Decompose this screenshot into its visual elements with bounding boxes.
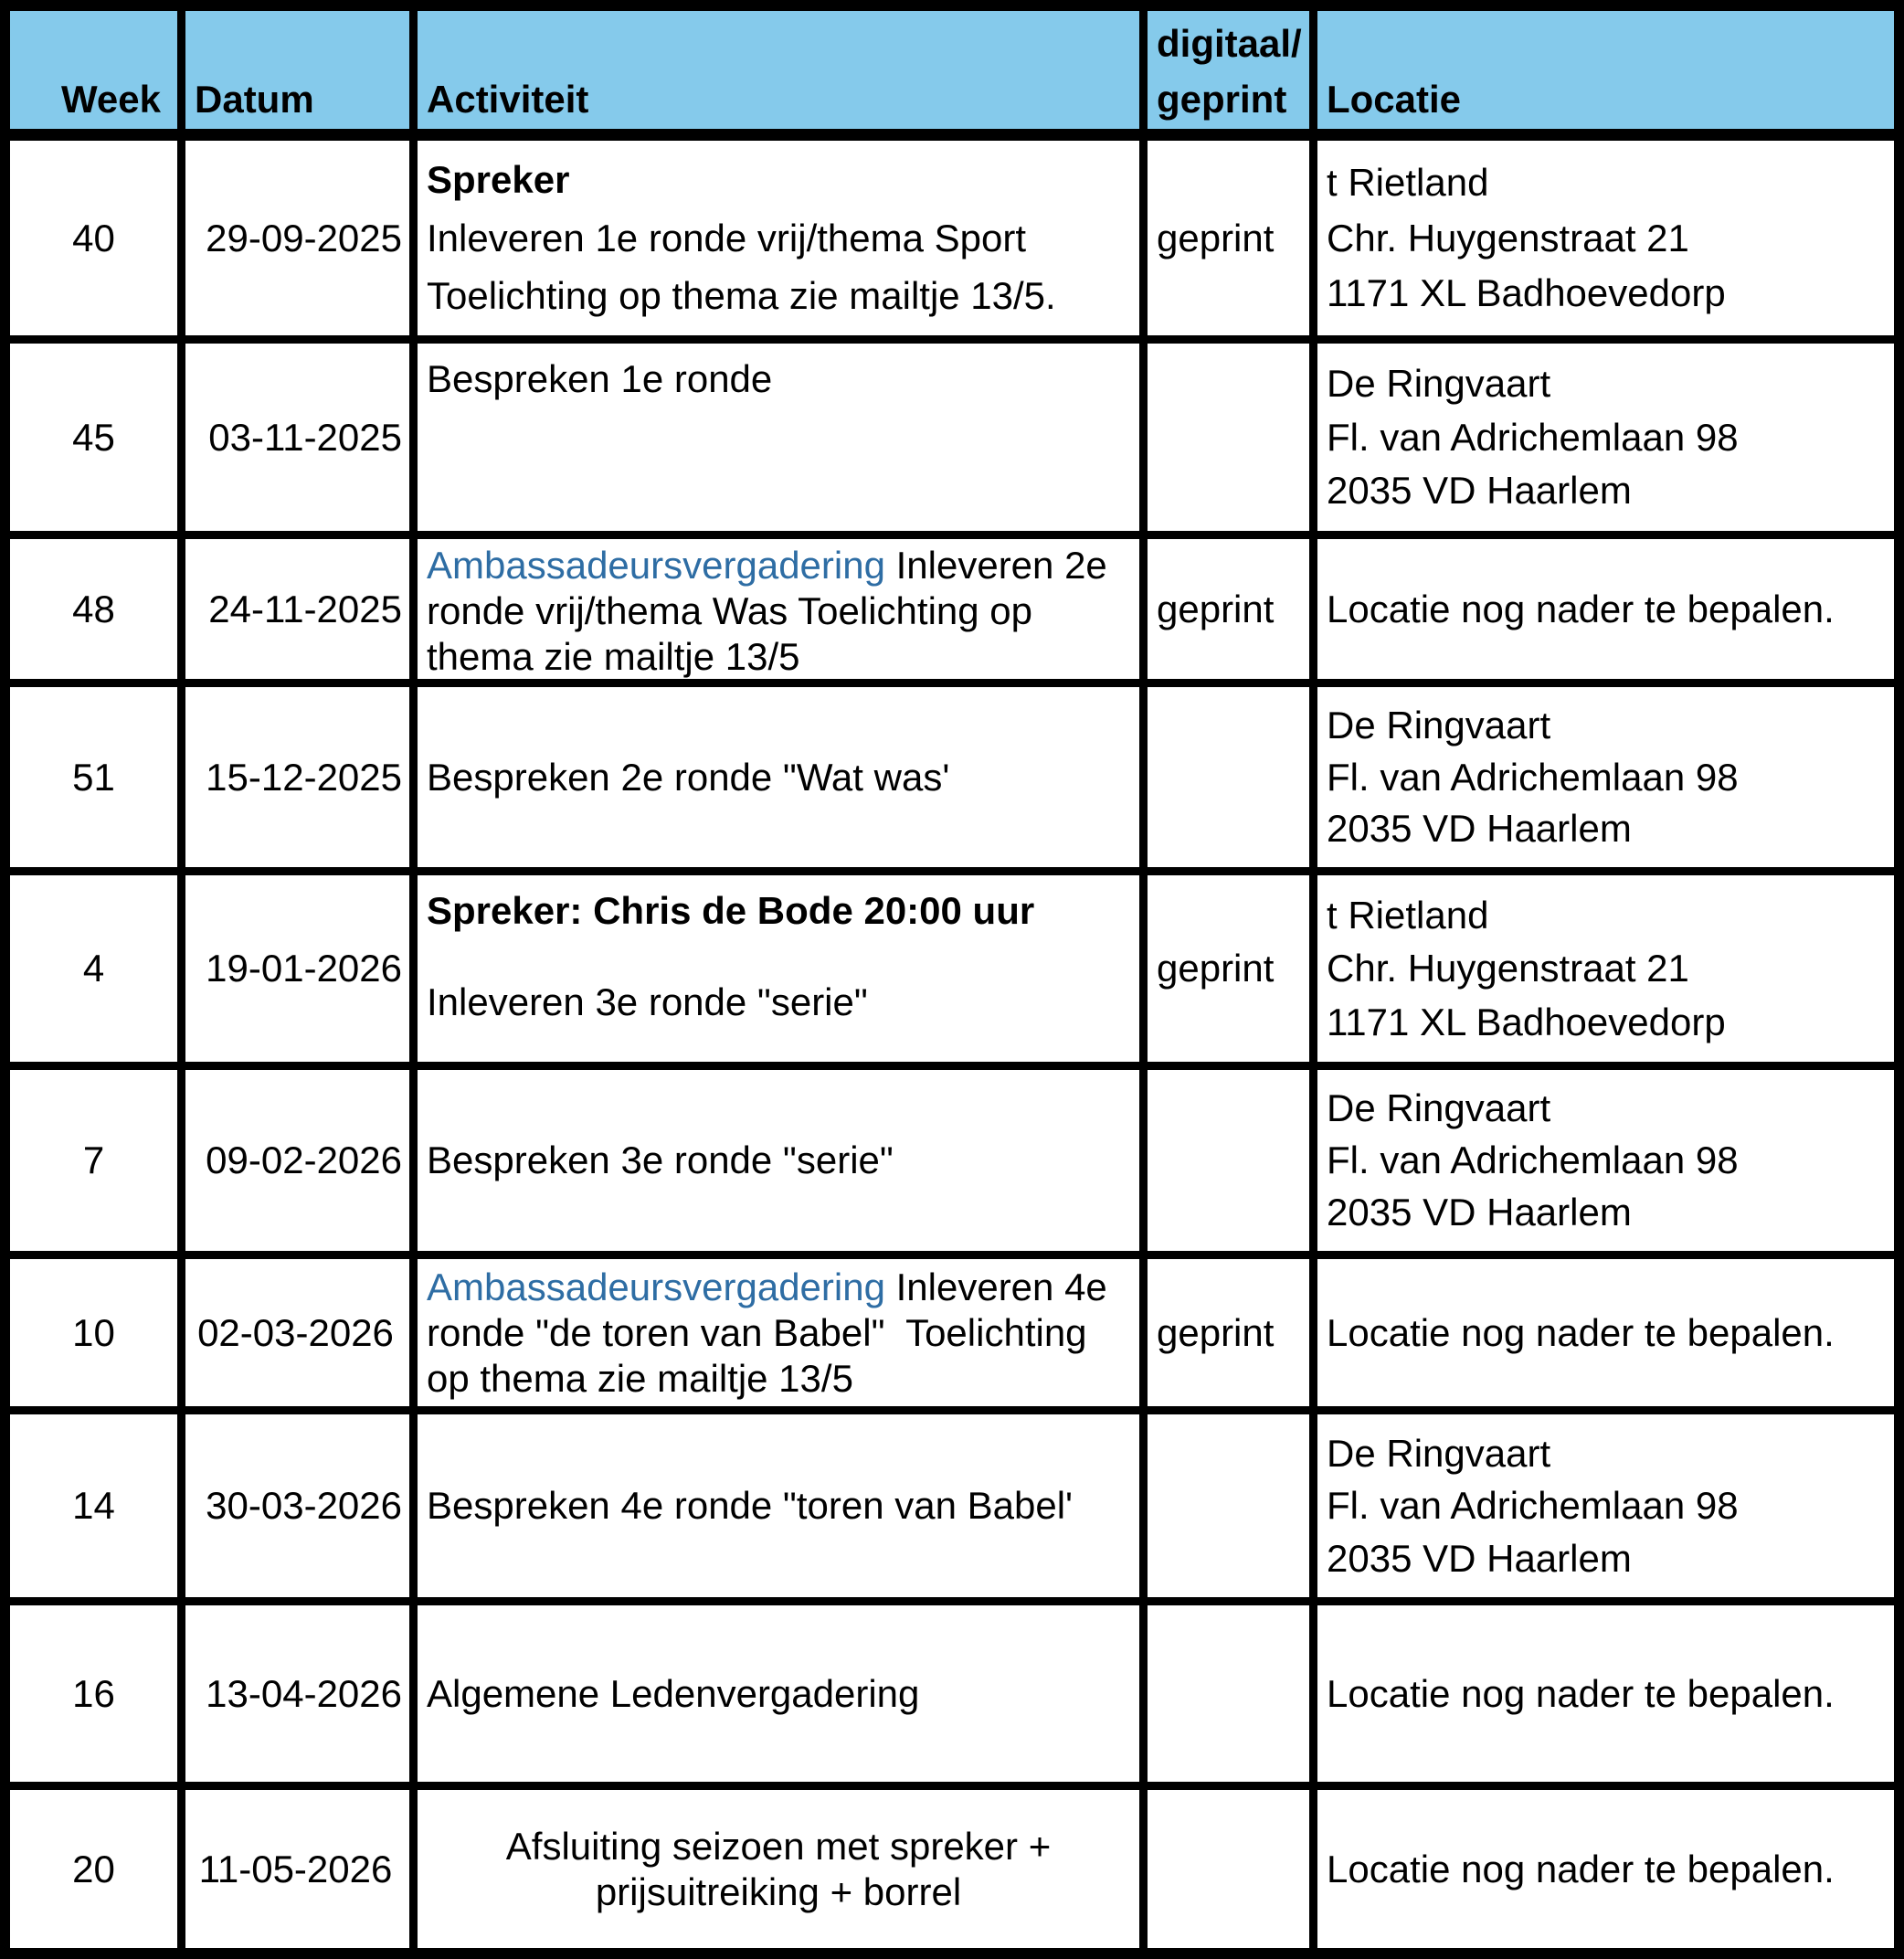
locatie-line: Fl. van Adrichemlaan 98 <box>1327 1484 1739 1527</box>
datum-cell: 13-04-2026 <box>185 1605 409 1782</box>
week-cell: 16 <box>10 1605 177 1782</box>
activiteit-cell <box>418 875 1139 1062</box>
datum-cell: 02-03-2026 <box>185 1259 409 1406</box>
activiteit-line <box>427 1824 1130 1915</box>
locatie-line: Chr. Huygenstraat 21 <box>1327 947 1689 990</box>
activiteit-text: Inleveren 4e ronde "de toren van Babel" Toelichting op thema zie mailtje 13/5 <box>427 1265 1118 1400</box>
header-locatie: Locatie <box>1317 11 1894 132</box>
datum-cell: 11-05-2026 <box>185 1790 409 1948</box>
activiteit-cell <box>418 1414 1139 1597</box>
locatie-line: Fl. van Adrichemlaan 98 <box>1327 415 1739 459</box>
header-digitaal-line1: digitaal/ <box>1157 22 1302 65</box>
locatie-line: Locatie nog nader te bepalen. <box>1327 1671 1835 1715</box>
activiteit-line <box>427 980 1130 1025</box>
digitaal-geprint-cell: geprint <box>1148 1259 1309 1406</box>
digitaal-geprint-cell <box>1148 1070 1309 1251</box>
activiteit-text: Afsluiting seizoen met spreker + prijsuitreiking + borrel <box>505 1824 1062 1913</box>
header-datum: Datum <box>185 11 409 132</box>
activiteit-cell <box>418 687 1139 867</box>
locatie-line: Locatie nog nader te bepalen. <box>1327 587 1835 630</box>
activiteit-cell <box>418 539 1139 679</box>
activiteit-text: Bespreken 3e ronde "serie" <box>427 1138 894 1181</box>
activiteit-line <box>427 157 1130 203</box>
digitaal-geprint-cell <box>1148 1414 1309 1597</box>
week-cell: 14 <box>10 1414 177 1597</box>
datum-cell: 09-02-2026 <box>185 1070 409 1251</box>
ambassadeursvergadering-link[interactable]: Ambassadeursvergadering <box>427 544 885 587</box>
activiteit-text: Bespreken 1e ronde <box>427 357 773 400</box>
activiteit-line <box>427 934 1130 980</box>
digitaal-geprint-cell <box>1148 1790 1309 1948</box>
week-cell: 51 <box>10 687 177 867</box>
activiteit-line <box>427 1138 1130 1183</box>
locatie-cell <box>1317 1070 1894 1251</box>
activiteit-cell <box>418 344 1139 531</box>
locatie-line: Fl. van Adrichemlaan 98 <box>1327 755 1739 799</box>
activiteit-cell <box>418 1790 1139 1948</box>
activiteit-text: Spreker: Chris de Bode 20:00 uur <box>427 889 1035 932</box>
activiteit-cell <box>418 1605 1139 1782</box>
locatie-line: 2035 VD Haarlem <box>1327 1536 1632 1580</box>
activiteit-cell <box>418 141 1139 335</box>
locatie-cell <box>1317 1605 1894 1782</box>
activiteit-text: Bespreken 2e ronde "Wat was' <box>427 755 950 799</box>
locatie-line: De Ringvaart <box>1327 1086 1551 1129</box>
activiteit-cell <box>418 1259 1139 1406</box>
locatie-line: Fl. van Adrichemlaan 98 <box>1327 1138 1739 1181</box>
locatie-line: Locatie nog nader te bepalen. <box>1327 1310 1835 1354</box>
datum-cell: 30-03-2026 <box>185 1414 409 1597</box>
activiteit-line <box>427 356 1130 402</box>
locatie-line: Chr. Huygenstraat 21 <box>1327 216 1689 259</box>
activiteit-text: Inleveren 1e ronde vrij/thema Sport <box>427 216 1027 259</box>
datum-cell: 24-11-2025 <box>185 539 409 679</box>
activiteit-line <box>427 1483 1130 1529</box>
digitaal-geprint-cell <box>1148 687 1309 867</box>
activiteit-text: Spreker <box>427 157 570 201</box>
activiteit-line <box>427 1265 1130 1402</box>
locatie-line: 1171 XL Badhoevedorp <box>1327 271 1726 315</box>
header-week: Week <box>10 11 177 132</box>
locatie-cell <box>1317 875 1894 1062</box>
datum-cell: 19-01-2026 <box>185 875 409 1062</box>
week-cell: 10 <box>10 1259 177 1406</box>
locatie-line: De Ringvaart <box>1327 703 1551 747</box>
week-cell: 20 <box>10 1790 177 1948</box>
activiteit-line <box>427 216 1130 261</box>
digitaal-geprint-cell: geprint <box>1148 875 1309 1062</box>
locatie-cell <box>1317 687 1894 867</box>
activiteit-line <box>427 1671 1130 1717</box>
week-cell: 7 <box>10 1070 177 1251</box>
activiteit-text: Inleveren 3e ronde "serie" <box>427 980 868 1023</box>
locatie-cell <box>1317 1259 1894 1406</box>
ambassadeursvergadering-link[interactable]: Ambassadeursvergadering <box>427 1265 885 1308</box>
locatie-line: 2035 VD Haarlem <box>1327 807 1632 851</box>
locatie-cell <box>1317 1790 1894 1948</box>
locatie-cell <box>1317 539 1894 679</box>
locatie-line: t Rietland <box>1327 160 1489 204</box>
locatie-line: 2035 VD Haarlem <box>1327 1191 1632 1234</box>
activiteit-line <box>427 543 1130 678</box>
locatie-cell <box>1317 1414 1894 1597</box>
locatie-line: De Ringvaart <box>1327 361 1551 405</box>
header-digitaal-geprint <box>1148 11 1309 132</box>
activiteit-line <box>427 755 1130 800</box>
activiteit-text: Toelichting op thema zie mailtje 13/5. <box>427 274 1056 318</box>
locatie-line: 1171 XL Badhoevedorp <box>1327 1000 1726 1043</box>
digitaal-geprint-cell: geprint <box>1148 141 1309 335</box>
datum-cell: 15-12-2025 <box>185 687 409 867</box>
activiteit-cell <box>418 1070 1139 1251</box>
week-cell: 40 <box>10 141 177 335</box>
activiteit-line <box>427 888 1130 934</box>
activiteit-text: Algemene Ledenvergadering <box>427 1671 920 1715</box>
locatie-line: De Ringvaart <box>1327 1431 1551 1475</box>
week-cell: 4 <box>10 875 177 1062</box>
locatie-cell <box>1317 141 1894 335</box>
activiteit-text: Bespreken 4e ronde "toren van Babel' <box>427 1484 1074 1527</box>
digitaal-geprint-cell <box>1148 344 1309 531</box>
activiteit-line <box>427 273 1130 319</box>
digitaal-geprint-cell <box>1148 1605 1309 1782</box>
digitaal-geprint-cell: geprint <box>1148 539 1309 679</box>
datum-cell: 03-11-2025 <box>185 344 409 531</box>
header-digitaal-line2: geprint <box>1157 78 1287 121</box>
locatie-cell <box>1317 344 1894 531</box>
week-cell: 48 <box>10 539 177 679</box>
locatie-line: Locatie nog nader te bepalen. <box>1327 1847 1835 1890</box>
header-activiteit: Activiteit <box>418 11 1139 132</box>
datum-cell: 29-09-2025 <box>185 141 409 335</box>
locatie-line: 2035 VD Haarlem <box>1327 469 1632 513</box>
locatie-line: t Rietland <box>1327 893 1489 937</box>
activiteit-text: Inleveren 2e ronde vrij/thema Was Toelichting op thema zie mailtje 13/5 <box>427 544 1118 678</box>
week-cell: 45 <box>10 344 177 531</box>
